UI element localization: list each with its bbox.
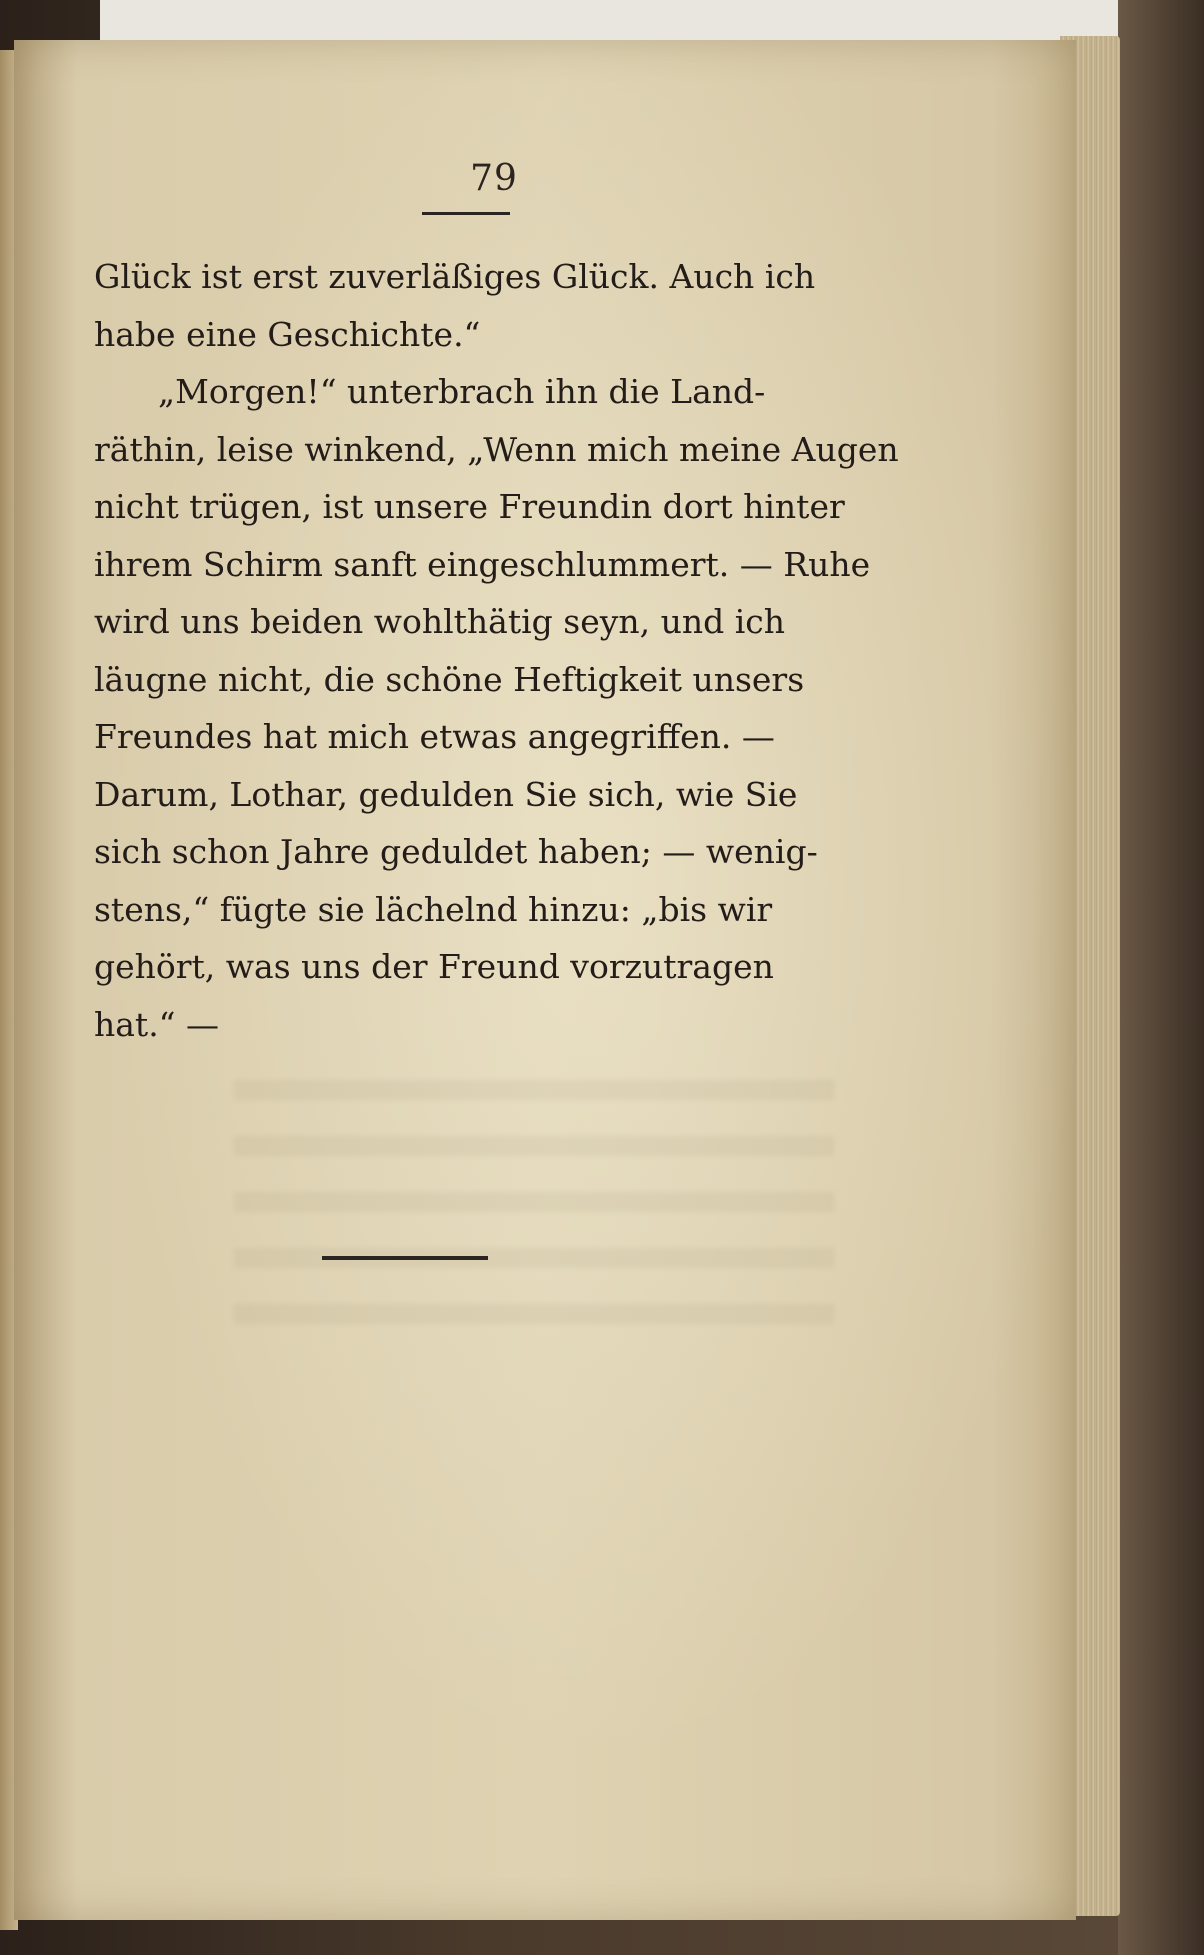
text-line: ihrem Schirm sanft eingeschlummert. — Ruhe <box>94 544 871 584</box>
text-line: „Morgen!“ unterbrach ihn die Land- <box>158 372 766 411</box>
text-line: wird uns beiden wohlthätig seyn, und ich <box>94 602 786 641</box>
text-line: läugne nicht, die schöne Heftigkeit unsers <box>94 659 805 699</box>
end-rule <box>322 1256 488 1260</box>
page-number: 79 <box>470 158 518 199</box>
text-line: gehört, was uns der Freund vorzutragen <box>94 947 774 986</box>
text-line: räthin, leise winkend, „Wenn mich meine Augen <box>94 429 899 469</box>
text-line: Freundes hat mich etwas angegriffen. — <box>94 717 775 756</box>
text-line: Glück ist erst zuverläßiges Glück. Auch ich <box>94 257 816 296</box>
book-cover-edge <box>1118 0 1204 1955</box>
text-line: Darum, Lothar, gedulden Sie sich, wie Sie <box>94 774 798 814</box>
bleed-through-text <box>234 1080 834 1360</box>
header-rule <box>422 212 510 215</box>
text-line: sich schon Jahre geduldet haben; — wenig- <box>94 832 818 871</box>
text-line: stens,“ fügte sie lächelnd hinzu: „bis wir <box>94 889 773 929</box>
body-text <box>94 248 899 1053</box>
text-line: habe eine Geschichte.“ <box>94 314 481 354</box>
text-line: hat.“ — <box>94 1004 220 1044</box>
book-page <box>14 40 1076 1920</box>
text-line: nicht trügen, ist unsere Freundin dort hinter <box>94 487 845 526</box>
